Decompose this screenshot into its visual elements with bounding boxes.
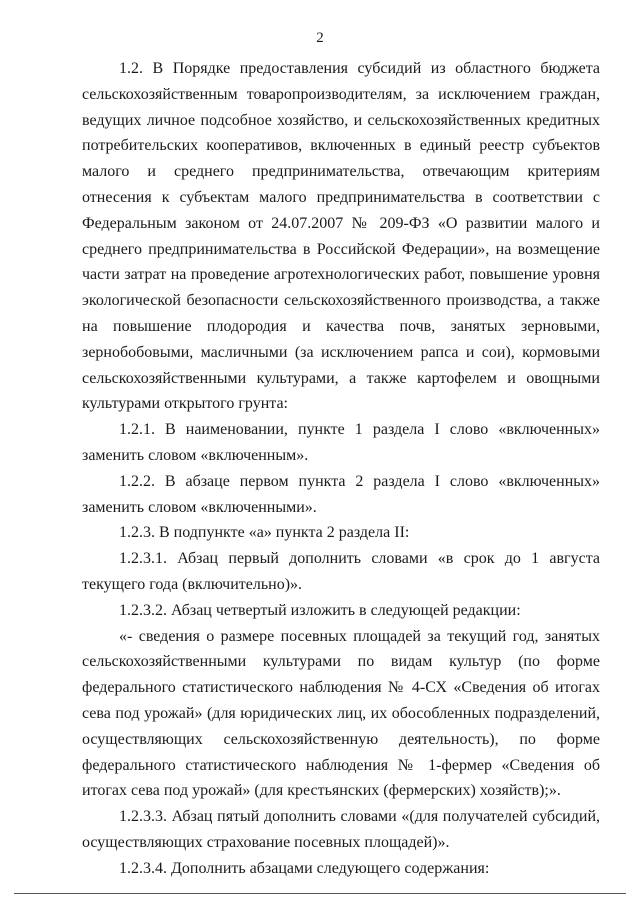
document-body (82, 56, 600, 882)
page-number: 2 (316, 30, 324, 46)
paragraph-1-2: 1.2. В Порядке предоставления субсидий из областного бюджета сельскохозяйственным товаропроизводителям, за исключением граждан, ведущих личное подсобное хозяйство, и сельскохозяйственных кредитных потребительских кооперативов, включенных в единый реестр субъектов малого и среднего предпринимательства, отвечающим критериям отнесения к субъектам малого предпринимательства в соответствии с Федеральным законом от 24.07.2007 № 209-ФЗ «О развитии малого и среднего предпринимательства в Российской Федерации», на возмещение части затрат на проведение агротехнологических работ, повышение уровня экологической безопасности сельскохозяйственного производства, а также на повышение плодородия и качества почв, занятых зерновыми, зернобобовыми, масличными (за исключением рапса и сои), кормовыми сельскохозяйственными культурами, а также картофелем и овощными культурами открытого грунта: (82, 60, 600, 413)
paragraph-1-2-1: 1.2.1. В наименовании, пункте 1 раздела I слово «включенных» заменить словом «включенным». (82, 421, 600, 464)
paragraph-new-wording: «- сведения о размере посевных площадей за текущий год, занятых сельскохозяйственными культурами по видам культур (по форме федерального статистического наблюдения № 4-СХ «Сведения об итогах сева под урожай» (для юридических лиц, их обособленных подразделений, осуществляющих сельскохозяйственную деятельность), по форме федерального статистического наблюдения № 1-фермер «Сведения об итогах сева под урожай» (для крестьянских (фермерских) хозяйств);». (82, 627, 600, 800)
paragraph-1-2-3-2: 1.2.3.2. Абзац четвертый изложить в следующей редакции: (119, 601, 521, 619)
paragraph-1-2-3: 1.2.3. В подпункте «а» пункта 2 раздела II: (119, 524, 410, 542)
paragraph-1-2-3-1: 1.2.3.1. Абзац первый дополнить словами «в срок до 1 августа текущего года (включительно)». (82, 550, 600, 593)
paragraph-1-2-3-3: 1.2.3.3. Абзац пятый дополнить словами «(для получателей субсидий, осуществляющих страхование посевных площадей)». (82, 808, 600, 851)
paragraph-1-2-3-4: 1.2.3.4. Дополнить абзацами следующего содержания: (119, 859, 490, 877)
page-bottom-rule (14, 893, 626, 894)
paragraph-1-2-2: 1.2.2. В абзаце первом пункта 2 раздела I слово «включенных» заменить словом «включенными». (82, 472, 600, 516)
